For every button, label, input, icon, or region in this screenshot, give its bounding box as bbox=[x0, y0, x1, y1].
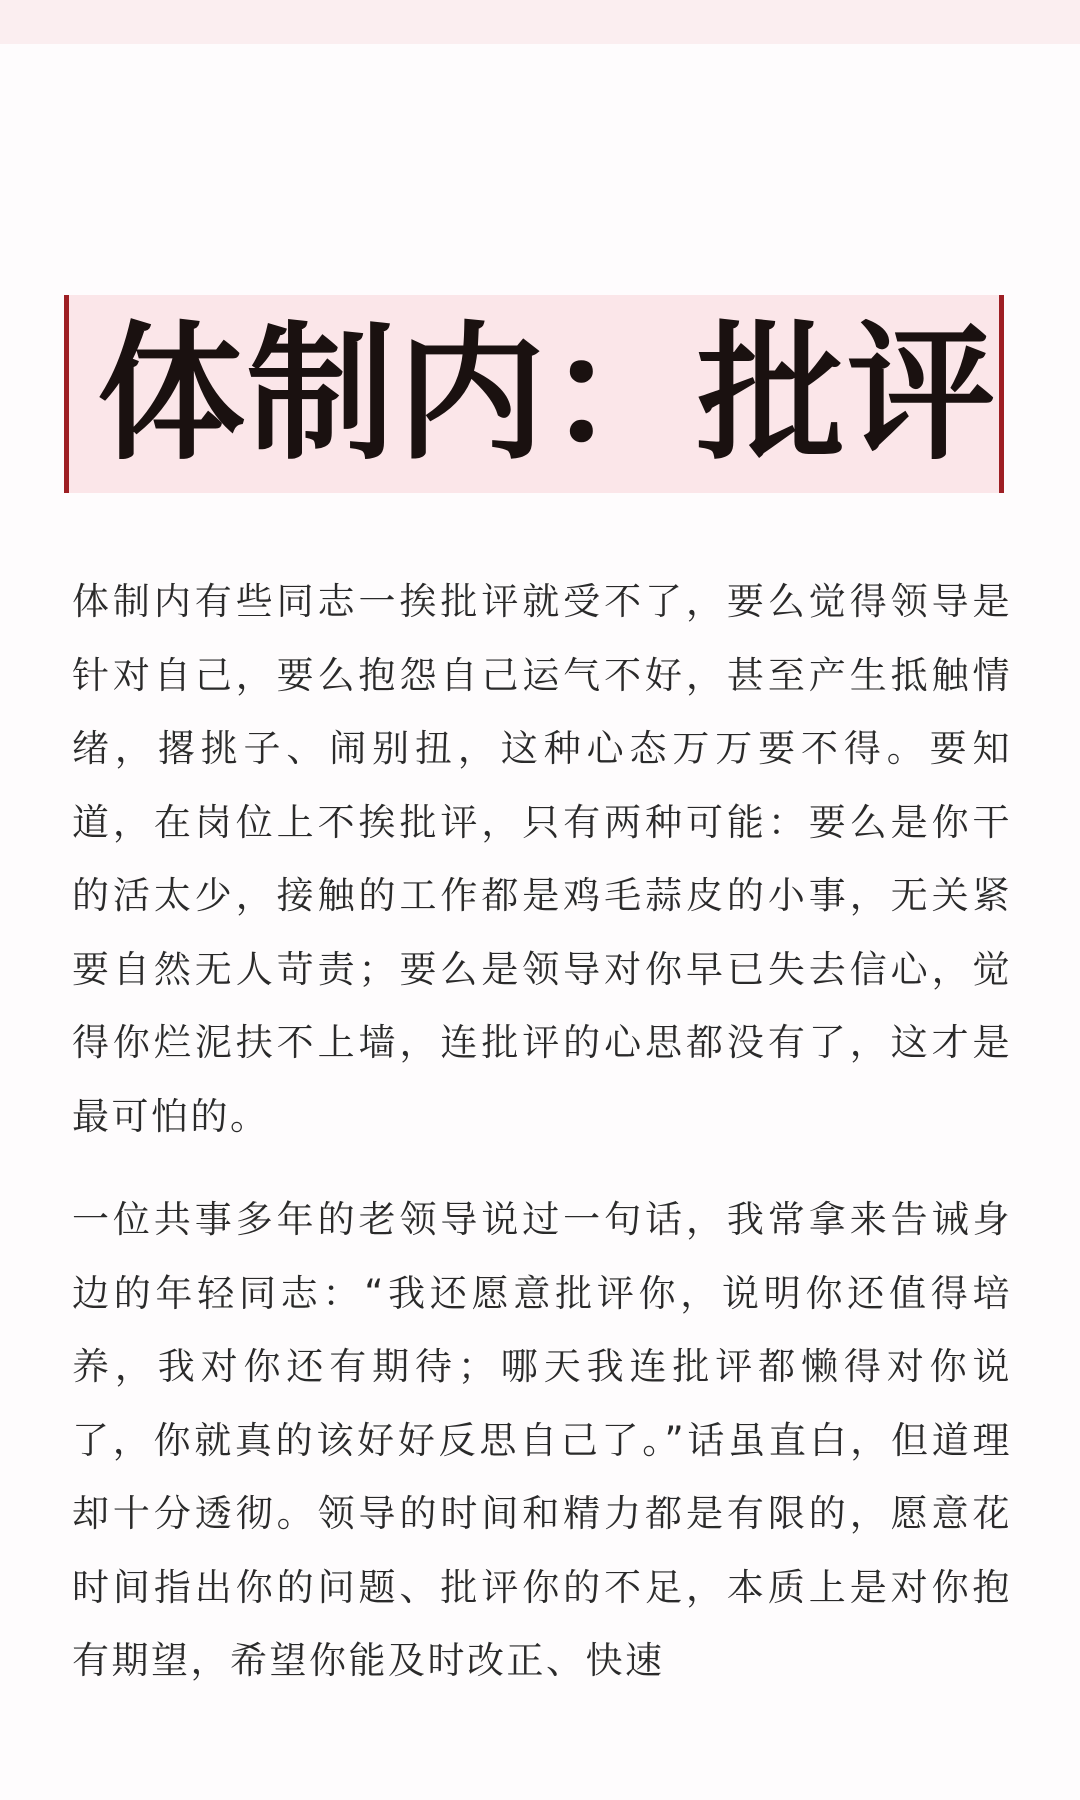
top-band bbox=[0, 0, 1080, 44]
page-title: 体制内：批评 bbox=[97, 308, 997, 480]
paragraph-2: 一位共事多年的老领导说过一句话，我常拿来告诫身边的年轻同志：“我还愿意批评你，说明你还值得培养，我对你还有期待；哪天我连批评都懒得对你说了，你就真的该好好反思自己了。”话虽直白，但道理却十分透彻。领导的时间和精力都是有限的，愿意花时间指出你的问题、批评你的不足，本质上是对你抱有期望，希望你能及时改正、快速 bbox=[72, 1198, 1012, 1682]
article-body bbox=[72, 565, 1012, 1698]
title-banner bbox=[64, 295, 1004, 493]
paragraph-1: 体制内有些同志一挨批评就受不了，要么觉得领导是针对自己，要么抱怨自己运气不好，甚至产生抵触情绪，撂挑子、闹别扭，这种心态万万要不得。要知道，在岗位上不挨批评，只有两种可能：要么是你干的活太少，接触的工作都是鸡毛蒜皮的小事，无关紧要自然无人苛责；要么是领导对你早已失去信心，觉得你烂泥扶不上墙，连批评的心思都没有了，这才是最可怕的。 bbox=[72, 580, 1012, 1138]
